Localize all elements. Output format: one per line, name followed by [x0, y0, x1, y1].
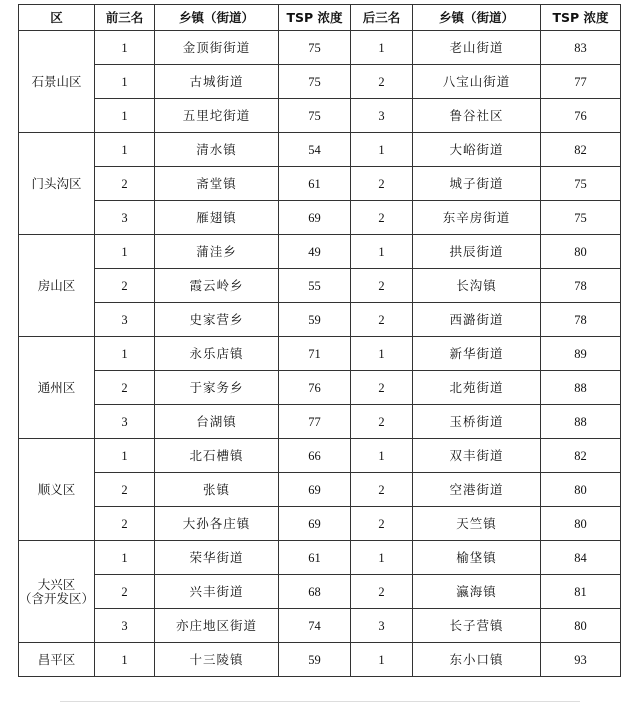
bottom-rank-cell: 1 — [351, 439, 413, 473]
table-row — [19, 269, 621, 303]
bottom-town-cell: 城子街道 — [413, 167, 541, 201]
district-cell: 大兴区 （含开发区） — [19, 541, 95, 643]
top-tsp-cell: 76 — [279, 371, 351, 405]
bottom-rank-cell: 2 — [351, 507, 413, 541]
bottom-town-cell: 双丰街道 — [413, 439, 541, 473]
top-tsp-cell: 49 — [279, 235, 351, 269]
bottom-tsp-cell: 80 — [541, 235, 621, 269]
bottom-town-cell: 东辛房街道 — [413, 201, 541, 235]
bottom-rank-cell: 1 — [351, 133, 413, 167]
top-rank-cell: 1 — [95, 337, 155, 371]
table-row — [19, 303, 621, 337]
district-cell: 门头沟区 — [19, 133, 95, 235]
bottom-tsp-cell: 88 — [541, 371, 621, 405]
top-rank-cell: 1 — [95, 643, 155, 677]
top-tsp-cell: 77 — [279, 405, 351, 439]
bottom-rank-cell: 1 — [351, 235, 413, 269]
bottom-town-cell: 东小口镇 — [413, 643, 541, 677]
bottom-rank-cell: 2 — [351, 575, 413, 609]
bottom-town-cell: 北苑街道 — [413, 371, 541, 405]
table-row — [19, 99, 621, 133]
header-row — [19, 5, 621, 31]
top-tsp-cell: 75 — [279, 99, 351, 133]
top-tsp-cell: 61 — [279, 167, 351, 201]
table-row — [19, 31, 621, 65]
top-tsp-cell: 69 — [279, 473, 351, 507]
top-rank-cell: 1 — [95, 31, 155, 65]
bottom-rank-cell: 2 — [351, 473, 413, 507]
bottom-town-cell: 空港街道 — [413, 473, 541, 507]
top-rank-cell: 1 — [95, 133, 155, 167]
bottom-rank-cell: 2 — [351, 65, 413, 99]
table-row — [19, 575, 621, 609]
bottom-tsp-cell: 82 — [541, 439, 621, 473]
bottom-tsp-cell: 83 — [541, 31, 621, 65]
bottom-rank-cell: 3 — [351, 609, 413, 643]
header-bottom-rank: 后三名 — [351, 5, 413, 31]
top-tsp-cell: 75 — [279, 65, 351, 99]
bottom-tsp-cell: 78 — [541, 303, 621, 337]
top-rank-cell: 1 — [95, 65, 155, 99]
bottom-town-cell: 玉桥街道 — [413, 405, 541, 439]
table-row — [19, 133, 621, 167]
header-top-town: 乡镇（街道） — [155, 5, 279, 31]
top-town-cell: 清水镇 — [155, 133, 279, 167]
top-rank-cell: 1 — [95, 235, 155, 269]
top-town-cell: 永乐店镇 — [155, 337, 279, 371]
top-rank-cell: 3 — [95, 303, 155, 337]
bottom-tsp-cell: 76 — [541, 99, 621, 133]
bottom-rank-cell: 2 — [351, 371, 413, 405]
table-row — [19, 439, 621, 473]
header-top-rank: 前三名 — [95, 5, 155, 31]
district-cell: 通州区 — [19, 337, 95, 439]
top-tsp-cell: 66 — [279, 439, 351, 473]
top-rank-cell: 1 — [95, 99, 155, 133]
table-row — [19, 337, 621, 371]
top-tsp-cell: 61 — [279, 541, 351, 575]
tsp-ranking-table — [18, 4, 621, 677]
top-town-cell: 十三陵镇 — [155, 643, 279, 677]
top-rank-cell: 2 — [95, 269, 155, 303]
top-town-cell: 大孙各庄镇 — [155, 507, 279, 541]
header-bottom-town: 乡镇（街道） — [413, 5, 541, 31]
top-town-cell: 雁翅镇 — [155, 201, 279, 235]
top-tsp-cell: 69 — [279, 201, 351, 235]
bottom-rank-cell: 1 — [351, 541, 413, 575]
district-cell: 房山区 — [19, 235, 95, 337]
bottom-tsp-cell: 75 — [541, 201, 621, 235]
bottom-tsp-cell: 75 — [541, 167, 621, 201]
top-rank-cell: 2 — [95, 473, 155, 507]
top-town-cell: 兴丰街道 — [155, 575, 279, 609]
table-row — [19, 235, 621, 269]
top-tsp-cell: 68 — [279, 575, 351, 609]
top-tsp-cell: 75 — [279, 31, 351, 65]
tsp-ranking-sheet — [18, 4, 621, 677]
top-rank-cell: 3 — [95, 201, 155, 235]
top-tsp-cell: 59 — [279, 303, 351, 337]
bottom-town-cell: 老山街道 — [413, 31, 541, 65]
top-town-cell: 斋堂镇 — [155, 167, 279, 201]
district-cell: 顺义区 — [19, 439, 95, 541]
top-tsp-cell: 55 — [279, 269, 351, 303]
table-row — [19, 609, 621, 643]
top-rank-cell: 2 — [95, 371, 155, 405]
bottom-town-cell: 新华街道 — [413, 337, 541, 371]
district-cell: 石景山区 — [19, 31, 95, 133]
bottom-tsp-cell: 89 — [541, 337, 621, 371]
top-tsp-cell: 59 — [279, 643, 351, 677]
bottom-tsp-cell: 84 — [541, 541, 621, 575]
top-town-cell: 北石槽镇 — [155, 439, 279, 473]
table-row — [19, 201, 621, 235]
top-town-cell: 亦庄地区街道 — [155, 609, 279, 643]
bottom-town-cell: 长子营镇 — [413, 609, 541, 643]
bottom-tsp-cell: 78 — [541, 269, 621, 303]
top-town-cell: 荣华街道 — [155, 541, 279, 575]
bottom-town-cell: 长沟镇 — [413, 269, 541, 303]
top-town-cell: 霞云岭乡 — [155, 269, 279, 303]
top-town-cell: 于家务乡 — [155, 371, 279, 405]
top-rank-cell: 1 — [95, 439, 155, 473]
top-town-cell: 蒲洼乡 — [155, 235, 279, 269]
district-cell: 昌平区 — [19, 643, 95, 677]
bottom-town-cell: 瀛海镇 — [413, 575, 541, 609]
top-town-cell: 台湖镇 — [155, 405, 279, 439]
bottom-rank-cell: 1 — [351, 31, 413, 65]
table-row — [19, 541, 621, 575]
bottom-town-cell: 拱辰街道 — [413, 235, 541, 269]
table-row — [19, 507, 621, 541]
top-rank-cell: 2 — [95, 167, 155, 201]
bottom-tsp-cell: 80 — [541, 507, 621, 541]
bottom-rank-cell: 3 — [351, 99, 413, 133]
header-top-tsp: TSP 浓度 — [279, 5, 351, 31]
top-rank-cell: 2 — [95, 575, 155, 609]
top-rank-cell: 1 — [95, 541, 155, 575]
bottom-rank-cell: 1 — [351, 643, 413, 677]
bottom-tsp-cell: 82 — [541, 133, 621, 167]
top-town-cell: 张镇 — [155, 473, 279, 507]
top-tsp-cell: 74 — [279, 609, 351, 643]
bottom-rank-cell: 1 — [351, 337, 413, 371]
top-rank-cell: 3 — [95, 405, 155, 439]
table-body — [19, 31, 621, 677]
bottom-tsp-cell: 81 — [541, 575, 621, 609]
bottom-rank-cell: 2 — [351, 201, 413, 235]
top-tsp-cell: 69 — [279, 507, 351, 541]
top-rank-cell: 2 — [95, 507, 155, 541]
table-row — [19, 167, 621, 201]
table-row — [19, 643, 621, 677]
bottom-rank-cell: 2 — [351, 303, 413, 337]
bottom-tsp-cell: 80 — [541, 473, 621, 507]
bottom-tsp-cell: 93 — [541, 643, 621, 677]
bottom-town-cell: 榆垡镇 — [413, 541, 541, 575]
bottom-town-cell: 鲁谷社区 — [413, 99, 541, 133]
top-town-cell: 史家营乡 — [155, 303, 279, 337]
top-tsp-cell: 54 — [279, 133, 351, 167]
bottom-tsp-cell: 80 — [541, 609, 621, 643]
bottom-town-cell: 天竺镇 — [413, 507, 541, 541]
top-rank-cell: 3 — [95, 609, 155, 643]
bottom-tsp-cell: 77 — [541, 65, 621, 99]
bottom-town-cell: 八宝山街道 — [413, 65, 541, 99]
bottom-town-cell: 大峪街道 — [413, 133, 541, 167]
header-bottom-tsp: TSP 浓度 — [541, 5, 621, 31]
table-row — [19, 371, 621, 405]
top-town-cell: 金顶街街道 — [155, 31, 279, 65]
top-tsp-cell: 71 — [279, 337, 351, 371]
bottom-town-cell: 西潞街道 — [413, 303, 541, 337]
table-row — [19, 65, 621, 99]
table-row — [19, 405, 621, 439]
bottom-rank-cell: 2 — [351, 167, 413, 201]
bottom-rank-cell: 2 — [351, 269, 413, 303]
header-district: 区 — [19, 5, 95, 31]
bottom-tsp-cell: 88 — [541, 405, 621, 439]
bottom-rank-cell: 2 — [351, 405, 413, 439]
top-town-cell: 古城街道 — [155, 65, 279, 99]
top-town-cell: 五里坨街道 — [155, 99, 279, 133]
table-row — [19, 473, 621, 507]
